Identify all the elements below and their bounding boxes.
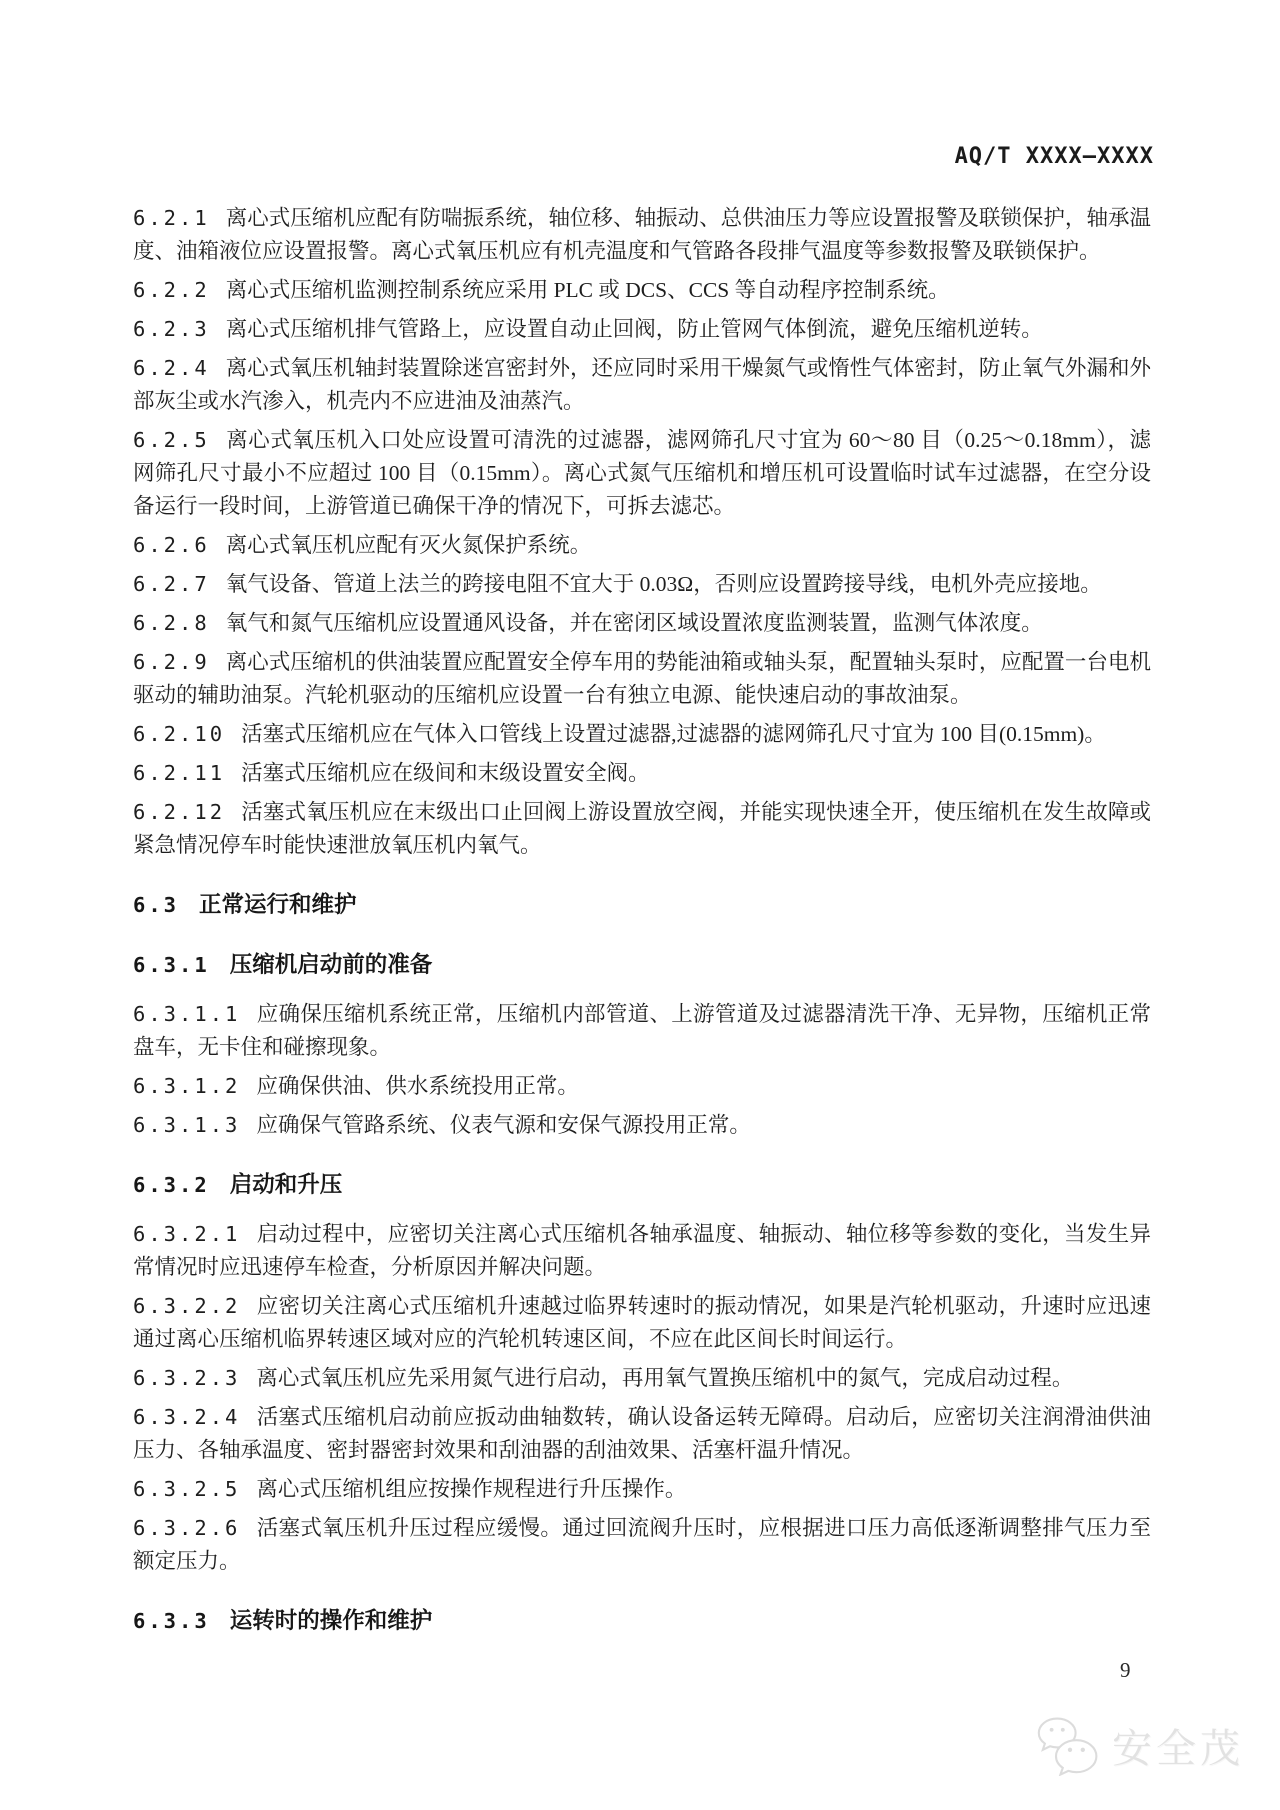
clause-number: 6.2.2 [133, 278, 210, 302]
wechat-chat-bubbles-icon [1030, 1714, 1102, 1776]
clause-number: 6.3.2.1 [133, 1222, 241, 1246]
clause-text: 启动过程中，应密切关注离心式压缩机各轴承温度、轴振动、轴位移等参数的变化，当发生异常情况时应迅速停车检查，分析原因并解决问题。 [133, 1222, 1151, 1279]
clause-paragraph [133, 274, 1151, 307]
clause-number: 6.3 [133, 893, 180, 917]
watermark-text: 安全茂 [1112, 1726, 1244, 1771]
clause-text: 氧气和氮气压缩机应设置通风设备，并在密闭区域设置浓度监测装置，监测气体浓度。 [225, 611, 1043, 635]
clause-paragraph [133, 1109, 1151, 1142]
clause-text: 氧气设备、管道上法兰的跨接电阻不宜大于 0.03Ω，否则应设置跨接导线，电机外壳应接地。 [225, 572, 1102, 596]
clause-paragraph [133, 568, 1151, 601]
clause-number: 6.2.8 [133, 611, 210, 635]
clause-text: 离心式压缩机的供油装置应配置安全停车用的势能油箱或轴头泵，配置轴头泵时，应配置一台电机驱动的辅助油泵。汽轮机驱动的压缩机应设置一台有独立电源、能快速启动的事故油泵。 [133, 650, 1151, 707]
clause-paragraph [133, 1512, 1151, 1578]
clause-text: 活塞式氧压机升压过程应缓慢。通过回流阀升压时，应根据进口压力高低逐渐调整排气压力至额定压力。 [133, 1516, 1151, 1573]
clause-number: 6.3.2.5 [133, 1477, 241, 1501]
clause-text: 离心式氧压机轴封装置除迷宫密封外，还应同时采用干燥氮气或惰性气体密封，防止氧气外漏和外部灰尘或水汽渗入，机壳内不应进油及油蒸汽。 [133, 356, 1151, 413]
clause-paragraph [133, 352, 1151, 418]
clause-number: 6.3.2.4 [133, 1405, 241, 1429]
clause-number: 6.2.5 [133, 428, 210, 452]
clause-number: 6.2.1 [133, 206, 210, 230]
clause-paragraph [133, 202, 1151, 268]
clause-paragraph [133, 1401, 1151, 1467]
clause-text: 应确保气管路系统、仪表气源和安保气源投用正常。 [256, 1113, 751, 1137]
clause-number: 6.3.2.2 [133, 1294, 241, 1318]
clause-paragraph [133, 313, 1151, 346]
clause-number: 6.3.1.2 [133, 1074, 241, 1098]
clause-number: 6.2.11 [133, 761, 226, 785]
clause-number: 6.2.7 [133, 572, 210, 596]
clause-number: 6.3.2.6 [133, 1516, 241, 1540]
watermark [1030, 1714, 1244, 1776]
clause-text: 离心式氧压机应配有灭火氮保护系统。 [225, 533, 592, 557]
clause-number: 6.2.9 [133, 650, 210, 674]
clause-text: 运转时的操作和维护 [229, 1608, 433, 1633]
clause-text: 离心式压缩机监测控制系统应采用 PLC 或 DCS、CCS 等自动程序控制系统。 [225, 278, 950, 302]
clause-number: 6.3.1.1 [133, 1002, 241, 1026]
clause-number: 6.2.4 [133, 356, 210, 380]
clause-paragraph [133, 718, 1151, 751]
clause-number: 6.2.3 [133, 317, 210, 341]
clause-paragraph [133, 529, 1151, 562]
clause-number: 6.3.3 [133, 1609, 210, 1633]
clause-text: 压缩机启动前的准备 [229, 952, 433, 977]
clause-paragraph [133, 757, 1151, 790]
clause-paragraph [133, 998, 1151, 1064]
clause-text: 活塞式压缩机应在气体入口管线上设置过滤器,过滤器的滤网筛孔尺寸宜为 100 目(0.15mm)。 [241, 722, 1106, 746]
clause-paragraph [133, 1070, 1151, 1103]
clause-number: 6.3.2.3 [133, 1366, 241, 1390]
section-heading [133, 888, 1151, 922]
page-number: 9 [1120, 1658, 1131, 1682]
document-body [133, 196, 1151, 1654]
clause-paragraph [133, 607, 1151, 640]
clause-paragraph [133, 1362, 1151, 1395]
clause-paragraph [133, 1218, 1151, 1284]
clause-text: 应确保供油、供水系统投用正常。 [256, 1074, 579, 1098]
section-heading [133, 1168, 1151, 1202]
clause-paragraph [133, 1473, 1151, 1506]
clause-text: 活塞式压缩机应在级间和末级设置安全阀。 [241, 761, 650, 785]
clause-text: 应确保压缩机系统正常，压缩机内部管道、上游管道及过滤器清洗干净、无异物，压缩机正常盘车，无卡住和碰擦现象。 [133, 1002, 1151, 1059]
clause-text: 离心式氧压机入口处应设置可清洗的过滤器，滤网筛孔尺寸宜为 60～80 目（0.25～0.18mm），滤网筛孔尺寸最小不应超过 100 目（0.15mm）。离心式氮气压缩机和增压机可设置临时试车过滤器，在空分设备运行一段时间，上游管道已确保干净的情况下，可拆去滤芯。 [133, 428, 1151, 518]
section-heading [133, 1604, 1151, 1638]
clause-paragraph [133, 1290, 1151, 1356]
clause-text: 离心式压缩机排气管路上，应设置自动止回阀，防止管网气体倒流，避免压缩机逆转。 [225, 317, 1043, 341]
clause-paragraph [133, 646, 1151, 712]
clause-number: 6.2.10 [133, 722, 226, 746]
clause-text: 活塞式氧压机应在末级出口止回阀上游设置放空阀，并能实现快速全开，使压缩机在发生故障或紧急情况停车时能快速泄放氧压机内氧气。 [133, 800, 1151, 857]
section-heading [133, 948, 1151, 982]
standard-code-header: AQ/T XXXX—XXXX [954, 144, 1154, 169]
clause-text: 离心式压缩机组应按操作规程进行升压操作。 [256, 1477, 687, 1501]
clause-number: 6.3.1 [133, 953, 210, 977]
clause-text: 正常运行和维护 [199, 892, 357, 917]
clause-paragraph [133, 424, 1151, 523]
clause-text: 启动和升压 [229, 1172, 343, 1197]
clause-text: 离心式氧压机应先采用氮气进行启动，再用氧气置换压缩机中的氮气，完成启动过程。 [256, 1366, 1074, 1390]
clause-number: 6.3.1.3 [133, 1113, 241, 1137]
clause-number: 6.3.2 [133, 1173, 210, 1197]
clause-paragraph [133, 796, 1151, 862]
clause-number: 6.2.6 [133, 533, 210, 557]
clause-text: 离心式压缩机应配有防喘振系统，轴位移、轴振动、总供油压力等应设置报警及联锁保护，轴承温度、油箱液位应设置报警。离心式氧压机应有机壳温度和气管路各段排气温度等参数报警及联锁保护。 [133, 206, 1151, 263]
clause-text: 活塞式压缩机启动前应扳动曲轴数转，确认设备运转无障碍。启动后，应密切关注润滑油供油压力、各轴承温度、密封器密封效果和刮油器的刮油效果、活塞杆温升情况。 [133, 1405, 1151, 1462]
clause-text: 应密切关注离心式压缩机升速越过临界转速时的振动情况，如果是汽轮机驱动，升速时应迅速通过离心压缩机临界转速区域对应的汽轮机转速区间，不应在此区间长时间运行。 [133, 1294, 1151, 1351]
clause-number: 6.2.12 [133, 800, 226, 824]
